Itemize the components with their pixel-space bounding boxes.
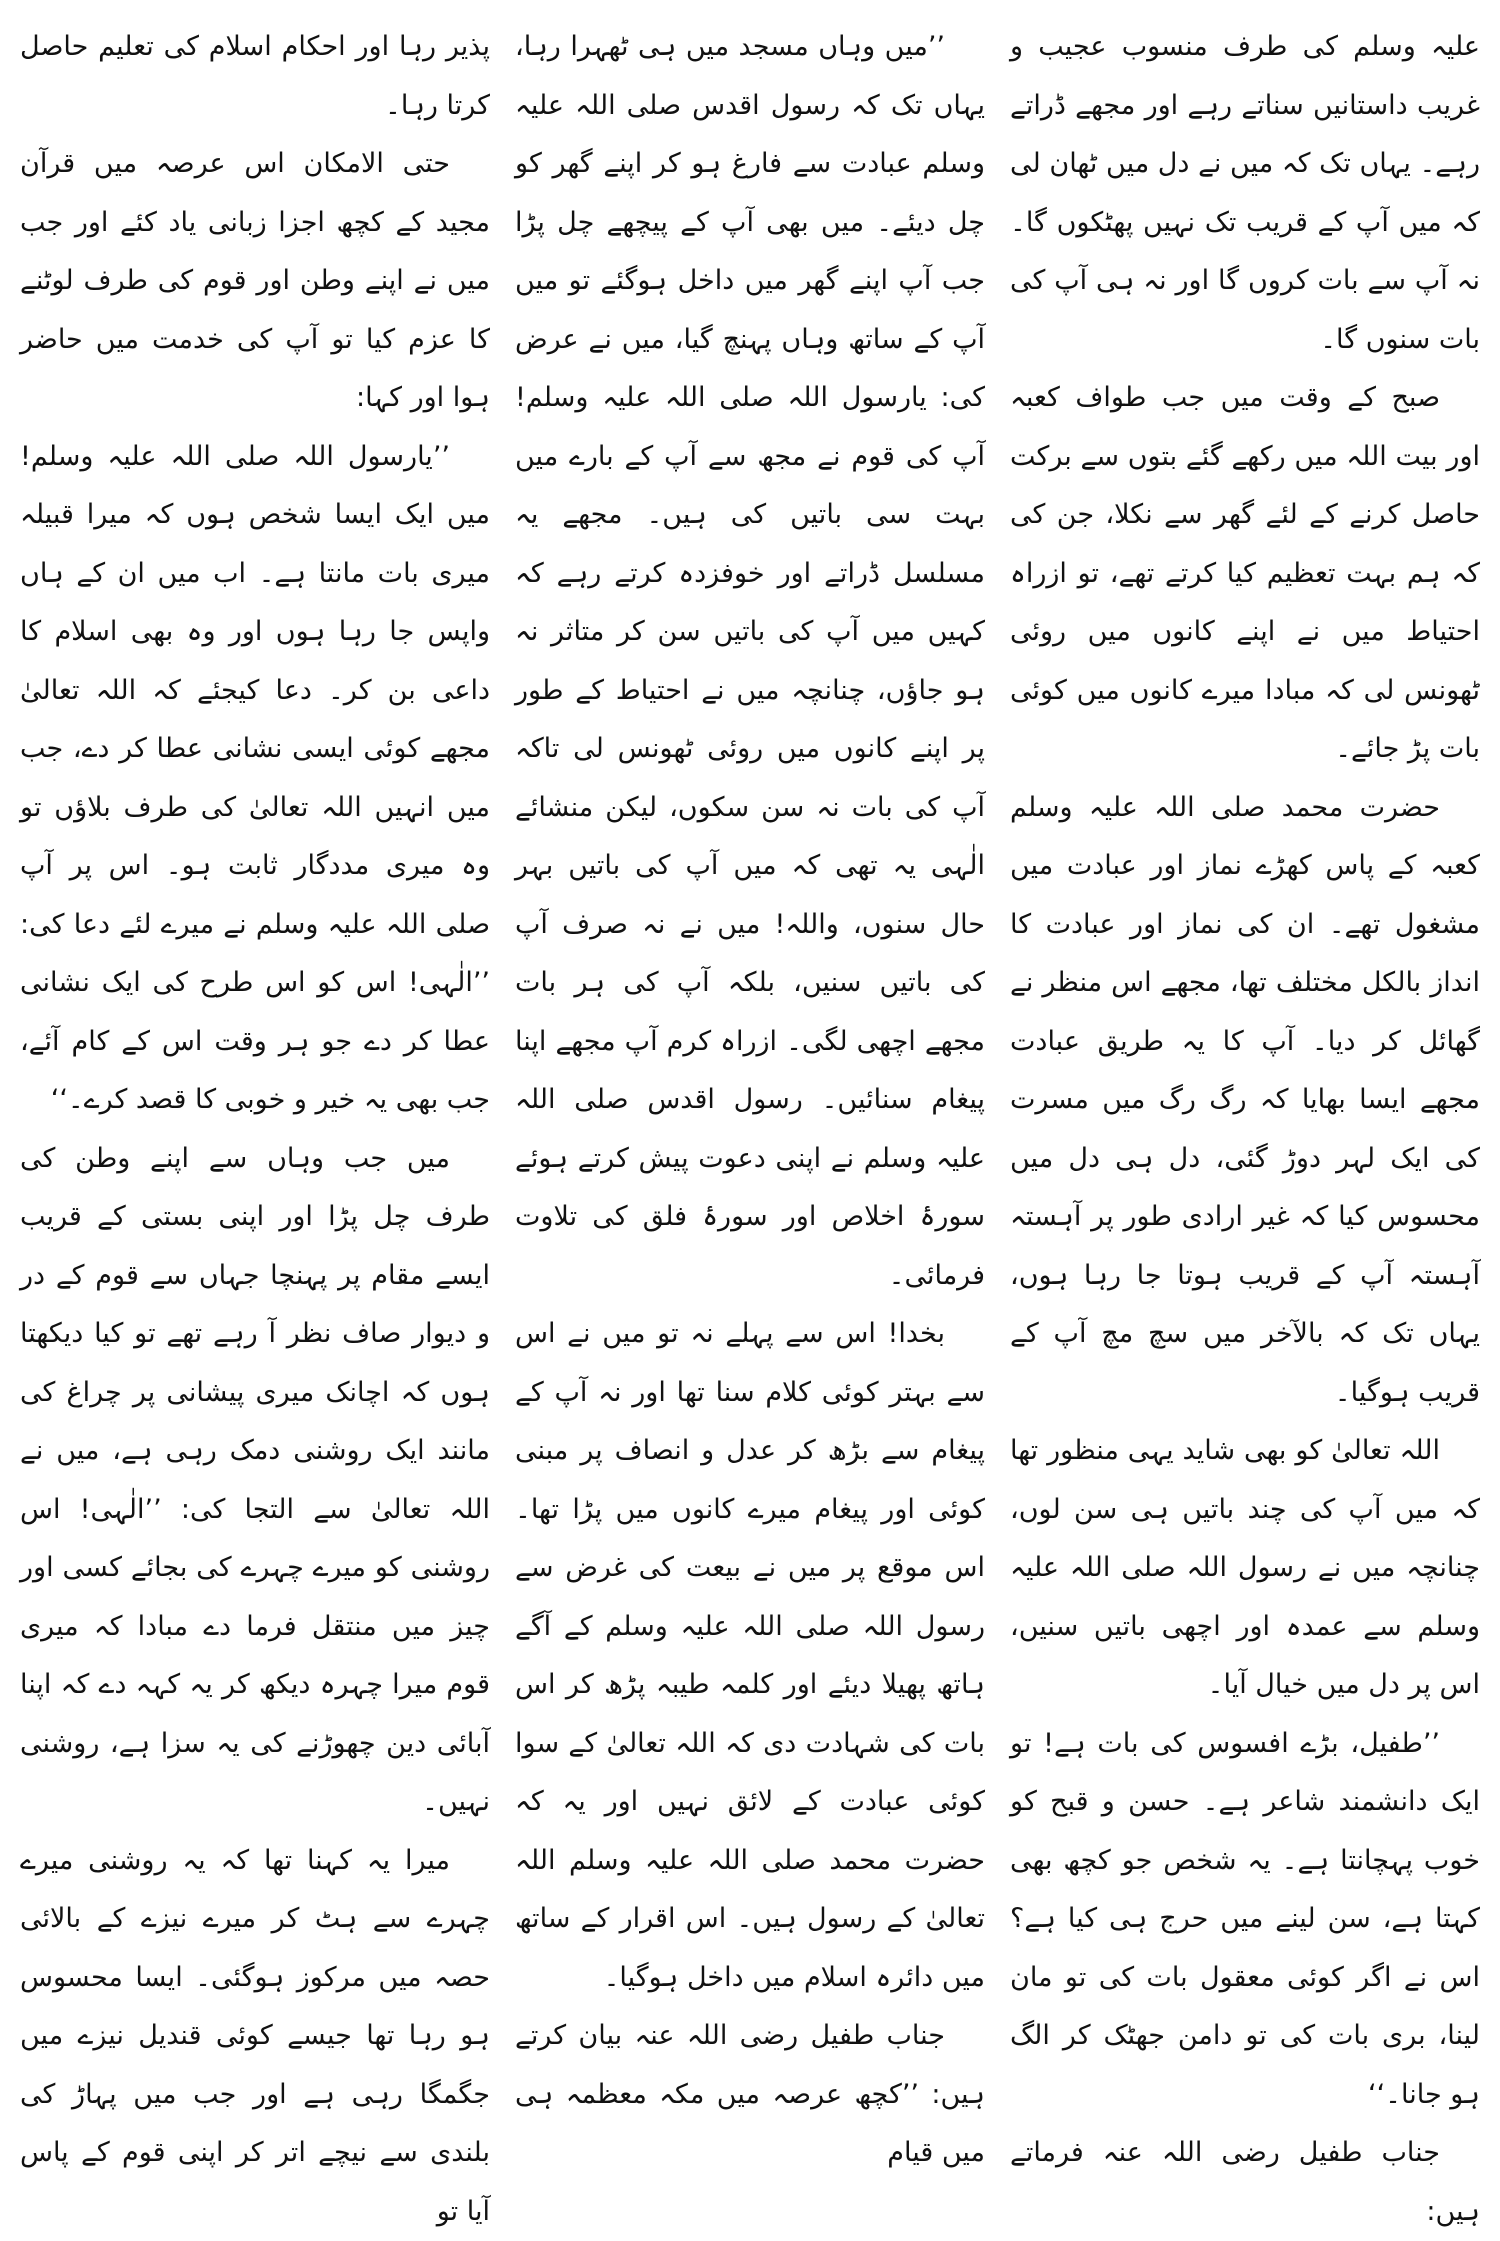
paragraph: بخدا! اس سے پہلے نہ تو میں نے اس سے بہتر کوئی کلام سنا تھا اور نہ آپ کے پیغام سے بڑھ کر عدل و انصاف پر مبنی کوئی اور پیغام میرے کانوں میں پڑا تھا۔ اس موقع پر میں نے بیعت کی غرض سے رسول اللہ صلی اللہ علیہ وسلم کے آگے ہاتھ پھیلا دیئے اور کلمہ طیبہ پڑھ کر اس بات کی شہادت دی کہ اللہ تعالیٰ کے سوا کوئی عبادت کے لائق نہیں اور یہ کہ حضرت محمد صلی اللہ علیہ وسلم اللہ تعالیٰ کے رسول ہیں۔ اس اقرار کے ساتھ میں دائرہ اسلام میں داخل ہوگیا۔ xyxy=(515,1305,985,2007)
paragraph: ’’طفیل، بڑے افسوس کی بات ہے! تو ایک دانشمند شاعر ہے۔ حسن و قبح کو خوب پہچانتا ہے۔ یہ شخص جو کچھ بھی کہتا ہے، سن لینے میں حرج ہی کیا ہے؟ اس نے اگر کوئی معقول بات کی تو مان لینا، بری بات کی تو دامن جھٹک کر الگ ہو جانا۔‘‘ xyxy=(1010,1715,1480,2125)
paragraph: علیہ وسلم کی طرف منسوب عجیب و غریب داستانیں سناتے رہے اور مجھے ڈراتے رہے۔ یہاں تک کہ میں نے دل میں ٹھان لی کہ میں آپ کے قریب تک نہیں پھٹکوں گا۔ نہ آپ سے بات کروں گا اور نہ ہی آپ کی بات سنوں گا۔ xyxy=(1010,18,1480,369)
paragraph: حتی الامکان اس عرصہ میں قرآن مجید کے کچھ اجزا زبانی یاد کئے اور جب میں نے اپنے وطن اور قوم کی طرف لوٹنے کا عزم کیا تو آپ کی خدمت میں حاضر ہوا اور کہا: xyxy=(20,135,490,428)
paragraph: حضرت محمد صلی اللہ علیہ وسلم کعبہ کے پاس کھڑے نماز اور عبادت میں مشغول تھے۔ ان کی نماز اور عبادت کا انداز بالکل مختلف تھا، مجھے اس منظر نے گھائل کر دیا۔ آپ کا یہ طریق عبادت مجھے ایسا بھایا کہ رگ رگ میں مسرت کی ایک لہر دوڑ گئی، دل ہی دل میں محسوس کیا کہ غیر ارادی طور پر آہستہ آہستہ آپ کے قریب ہوتا جا رہا ہوں، یہاں تک کہ بالآخر میں سچ مچ آپ کے قریب ہوگیا۔ xyxy=(1010,779,1480,1423)
paragraph: جناب طفیل رضی اللہ عنہ بیان کرتے ہیں: ’’کچھ عرصہ میں مکہ معظمہ ہی میں قیام xyxy=(515,2007,985,2183)
column-middle xyxy=(515,18,985,2178)
paragraph: میں جب وہاں سے اپنے وطن کی طرف چل پڑا اور اپنی بستی کے قریب ایسے مقام پر پہنچا جہاں سے قوم کے در و دیوار صاف نظر آ رہے تھے تو کیا دیکھتا ہوں کہ اچانک میری پیشانی پر چراغ کی مانند ایک روشنی دمک رہی ہے، میں نے اللہ تعالیٰ سے التجا کی: ’’الٰہی! اس روشنی کو میرے چہرے کی بجائے کسی اور چیز میں منتقل فرما دے مبادا کہ میری قوم میرا چہرہ دیکھ کر یہ کہہ دے کہ اپنا آبائی دین چھوڑنے کی یہ سزا ہے، روشنی نہیں۔ xyxy=(20,1130,490,1832)
newspaper-page xyxy=(20,18,1480,2178)
paragraph: میرا یہ کہنا تھا کہ یہ روشنی میرے چہرے سے ہٹ کر میرے نیزے کے بالائی حصہ میں مرکوز ہوگئی۔ ایسا محسوس ہو رہا تھا جیسے کوئی قندیل نیزے میں جگمگا رہی ہے اور جب میں پہاڑ کی بلندی سے نیچے اتر کر اپنی قوم کے پاس آیا تو xyxy=(20,1832,490,2241)
paragraph: اللہ تعالیٰ کو بھی شاید یہی منظور تھا کہ میں آپ کی چند باتیں ہی سن لوں، چنانچہ میں نے رسول اللہ صلی اللہ علیہ وسلم سے عمدہ اور اچھی باتیں سنیں، اس پر دل میں خیال آیا۔ xyxy=(1010,1422,1480,1715)
paragraph: پذیر رہا اور احکام اسلام کی تعلیم حاصل کرتا رہا۔ xyxy=(20,18,490,135)
paragraph: جناب طفیل رضی اللہ عنہ فرماتے ہیں: xyxy=(1010,2124,1480,2241)
paragraph: ’’میں وہاں مسجد میں ہی ٹھہرا رہا، یہاں تک کہ رسول اقدس صلی اللہ علیہ وسلم عبادت سے فارغ ہو کر اپنے گھر کو چل دیئے۔ میں بھی آپ کے پیچھے چل پڑا جب آپ اپنے گھر میں داخل ہوگئے تو میں آپ کے ساتھ وہاں پہنچ گیا، میں نے عرض کی: یارسول اللہ صلی اللہ علیہ وسلم! آپ کی قوم نے مجھ سے آپ کے بارے میں بہت سی باتیں کی ہیں۔ مجھے یہ مسلسل ڈراتے اور خوفزدہ کرتے رہے کہ کہیں میں آپ کی باتیں سن کر متاثر نہ ہو جاؤں، چنانچہ میں نے احتیاط کے طور پر اپنے کانوں میں روئی ٹھونس لی تاکہ آپ کی بات نہ سن سکوں، لیکن منشائے الٰہی یہ تھی کہ میں آپ کی باتیں بہر حال سنوں، واللہ! میں نے نہ صرف آپ کی باتیں سنیں، بلکہ آپ کی ہر بات مجھے اچھی لگی۔ ازراہ کرم آپ مجھے اپنا پیغام سنائیں۔ رسول اقدس صلی اللہ علیہ وسلم نے اپنی دعوت پیش کرتے ہوئے سورۂ اخلاص اور سورۂ فلق کی تلاوت فرمائی۔ xyxy=(515,18,985,1305)
paragraph: صبح کے وقت میں جب طواف کعبہ اور بیت اللہ میں رکھے گئے بتوں سے برکت حاصل کرنے کے لئے گھر سے نکلا، جن کی کہ ہم بہت تعظیم کیا کرتے تھے، تو ازراہ احتیاط میں نے اپنے کانوں میں روئی ٹھونس لی کہ مبادا میرے کانوں میں کوئی بات پڑ جائے۔ xyxy=(1010,369,1480,779)
column-right xyxy=(1010,18,1480,2178)
paragraph: ’’یارسول اللہ صلی اللہ علیہ وسلم! میں ایک ایسا شخص ہوں کہ میرا قبیلہ میری بات مانتا ہے۔ اب میں ان کے ہاں واپس جا رہا ہوں اور وہ بھی اسلام کا داعی بن کر۔ دعا کیجئے کہ اللہ تعالیٰ مجھے کوئی ایسی نشانی عطا کر دے، جب میں انہیں اللہ تعالیٰ کی طرف بلاؤں تو وہ میری مددگار ثابت ہو۔ اس پر آپ صلی اللہ علیہ وسلم نے میرے لئے دعا کی: ’’الٰہی! اس کو اس طرح کی ایک نشانی عطا کر دے جو ہر وقت اس کے کام آئے، جب بھی یہ خیر و خوبی کا قصد کرے۔‘‘ xyxy=(20,428,490,1130)
column-left xyxy=(20,18,490,2178)
